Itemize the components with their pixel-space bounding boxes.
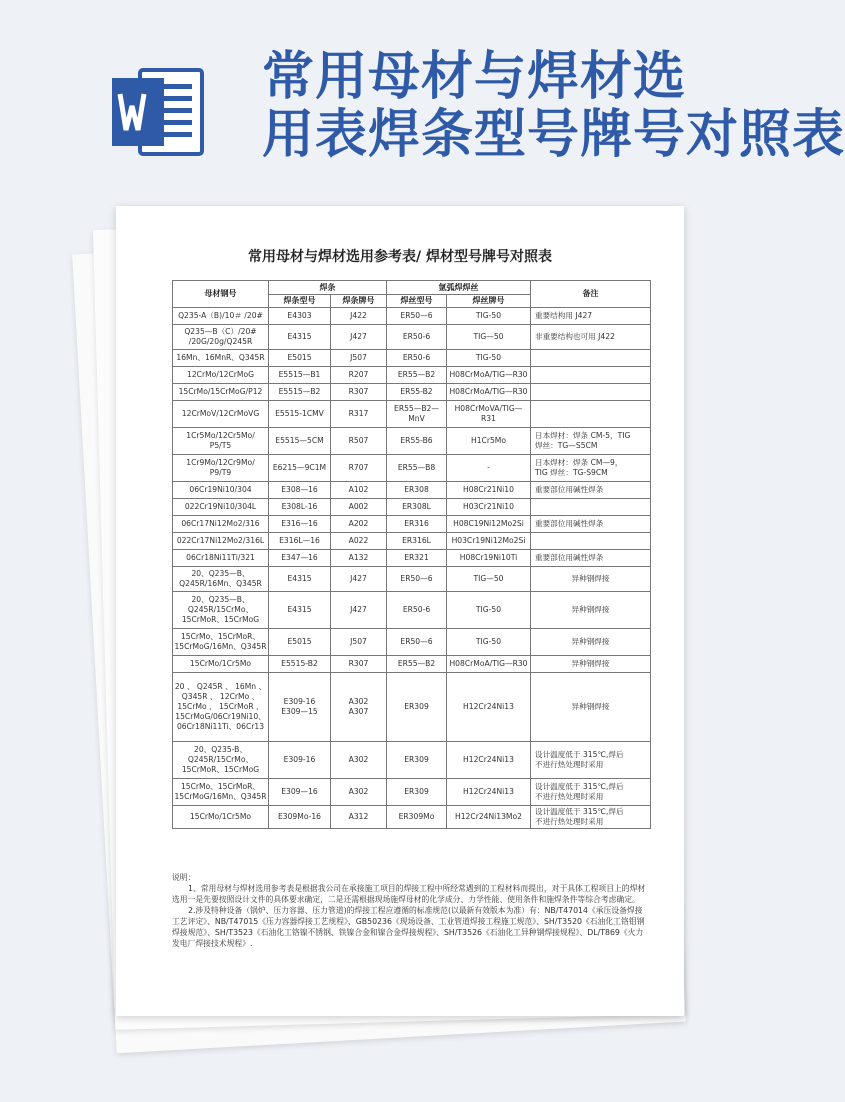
- cell-rod-brand: R507: [331, 428, 387, 455]
- cell-remark: 重要结构用 J427: [531, 308, 651, 325]
- cell-wire-brand: H08CrMoA/TIG—R30: [447, 656, 531, 673]
- cell-base-metal: Q235-A（B)/10＃ /20#: [173, 308, 269, 325]
- cell-base-metal: 20、Q235-B、 Q245R/15CrMo、 15CrMoR、15CrMoG: [173, 742, 269, 779]
- cell-wire-model: ER55—B2— MnV: [387, 401, 447, 428]
- cell-rod-brand: J507: [331, 350, 387, 367]
- cell-wire-model: ER50-6: [387, 325, 447, 350]
- table-row: [173, 673, 651, 742]
- cell-wire-model: ER309: [387, 779, 447, 806]
- cell-rod-model: E309-16 E309—15: [269, 673, 331, 742]
- cell-wire-model: ER309Mo: [387, 806, 447, 829]
- cell-wire-brand: H03Cr19Ni12Mo2Si: [447, 533, 531, 550]
- notes-heading: 说明：: [172, 873, 196, 882]
- cell-base-metal: 20、Q235—B、 Q245R/15CrMo、 15CrMoR、15CrMoG: [173, 592, 269, 629]
- cell-rod-model: E5515-B2: [269, 656, 331, 673]
- cell-rod-brand: R307: [331, 656, 387, 673]
- cell-remark: 设计温度低于 315℃,焊后 不进行热处理时采用: [531, 779, 651, 806]
- cell-rod-brand: J427: [331, 325, 387, 350]
- cell-rod-model: E309—16: [269, 779, 331, 806]
- cell-rod-brand: A022: [331, 533, 387, 550]
- cell-wire-model: ER309: [387, 673, 447, 742]
- cell-wire-brand: H08C19Ni12Mo2Si: [447, 516, 531, 533]
- cell-wire-model: ER309: [387, 742, 447, 779]
- cell-rod-model: E347—16: [269, 550, 331, 567]
- cell-rod-model: E5515-1CMV: [269, 401, 331, 428]
- cell-wire-model: ER50—6: [387, 308, 447, 325]
- cell-remark: 重要部位用碱性焊条: [531, 482, 651, 499]
- cell-rod-brand: R707: [331, 455, 387, 482]
- cell-rod-brand: A302: [331, 742, 387, 779]
- cell-base-metal: 12CrMoV/12CrMoVG: [173, 401, 269, 428]
- cell-wire-brand: H03Cr21Ni10: [447, 499, 531, 516]
- cell-remark: [531, 350, 651, 367]
- cell-remark: [531, 367, 651, 384]
- cell-base-metal: 022Cr19Ni10/304L: [173, 499, 269, 516]
- table-row: [173, 308, 651, 325]
- header-rod-brand: 焊条牌号: [331, 295, 387, 308]
- cell-wire-model: ER55-B6: [387, 428, 447, 455]
- document-title: 常用母材与焊材选用参考表/ 焊材型号牌号对照表: [248, 249, 552, 265]
- banner-title-line-2: 用表焊条型号牌号对照表: [262, 105, 845, 165]
- cell-rod-brand: R307: [331, 384, 387, 401]
- cell-remark: 设计温度低于 315℃,焊后 不进行热处理时采用: [531, 742, 651, 779]
- cell-remark: 异种钢焊接: [531, 656, 651, 673]
- cell-wire-model: ER50-6: [387, 350, 447, 367]
- cell-wire-brand: H12Cr24Ni13: [447, 779, 531, 806]
- cell-wire-model: ER50-6: [387, 592, 447, 629]
- cell-wire-model: ER316L: [387, 533, 447, 550]
- cell-remark: 日本焊材：焊条 CM-5，TIG 焊丝：TG—S5CM: [531, 428, 651, 455]
- cell-wire-model: ER50—6: [387, 567, 447, 592]
- cell-wire-model: ER321: [387, 550, 447, 567]
- document-page: [116, 206, 684, 1016]
- cell-wire-brand: H08CrMoVA/TIG— R31: [447, 401, 531, 428]
- cell-rod-brand: J427: [331, 592, 387, 629]
- cell-rod-brand: R207: [331, 367, 387, 384]
- cell-rod-model: E308—16: [269, 482, 331, 499]
- banner-title: [262, 47, 845, 165]
- cell-rod-model: E6215—9C1M: [269, 455, 331, 482]
- table-row: [173, 499, 651, 516]
- cell-base-metal: 12CrMo/12CrMoG: [173, 367, 269, 384]
- cell-wire-brand: TIG-50: [447, 592, 531, 629]
- cell-rod-brand: A202: [331, 516, 387, 533]
- cell-rod-model: E5015: [269, 629, 331, 656]
- cell-wire-model: ER55—B2: [387, 367, 447, 384]
- cell-wire-model: ER316: [387, 516, 447, 533]
- word-document-icon: [110, 66, 206, 158]
- cell-remark: 设计温度低于 315℃,焊后 不进行热处理时采用: [531, 806, 651, 829]
- cell-base-metal: 022Cr17Ni12Mo2/316L: [173, 533, 269, 550]
- table-row: [173, 401, 651, 428]
- notes-paragraph-1: 1、常用母材与焊材选用参考表是根据我公司在承接施工项目的焊接工程中所经常遇到的工程材料而提出，对于具体工程项目上的焊材选用一是先要按照设计文件的具体要求确定，二是还需根据现场施焊母材的化学成分、力学性能、使用条件和施焊条件等综合考虑确定。: [172, 884, 646, 904]
- table-row: [173, 533, 651, 550]
- cell-rod-brand: J422: [331, 308, 387, 325]
- table-row: [173, 428, 651, 455]
- cell-rod-model: E4303: [269, 308, 331, 325]
- cell-remark: [531, 533, 651, 550]
- cell-wire-brand: H12Cr24Ni13: [447, 742, 531, 779]
- cell-rod-model: E316L—16: [269, 533, 331, 550]
- table-row: [173, 384, 651, 401]
- table-row: [173, 325, 651, 350]
- cell-rod-model: E5515—5CM: [269, 428, 331, 455]
- cell-rod-model: E5515—B2: [269, 384, 331, 401]
- cell-rod-brand: A002: [331, 499, 387, 516]
- banner-title-line-1: 常用母材与焊材选: [262, 47, 687, 107]
- cell-base-metal: 06Cr17Ni12Mo2/316: [173, 516, 269, 533]
- table-row: [173, 779, 651, 806]
- cell-remark: 非重要结构也可用 J422: [531, 325, 651, 350]
- cell-base-metal: 15CrMo、15CrMoR、 15CrMoG/16Mn、Q345R: [173, 629, 269, 656]
- table-row: [173, 656, 651, 673]
- header-remark: 备注: [531, 281, 651, 308]
- header-argon-wire: 氩弧焊焊丝: [387, 281, 531, 295]
- table-row: [173, 742, 651, 779]
- cell-rod-brand: R317: [331, 401, 387, 428]
- cell-wire-brand: H1Cr5Mo: [447, 428, 531, 455]
- table-row: [173, 550, 651, 567]
- cell-rod-brand: A102: [331, 482, 387, 499]
- cell-base-metal: Q235—B（C）/20# /20G/20g/Q245R: [173, 325, 269, 350]
- cell-wire-brand: H12Cr24Ni13Mo2: [447, 806, 531, 829]
- cell-remark: 异种钢焊接: [531, 592, 651, 629]
- cell-wire-model: ER50—6: [387, 629, 447, 656]
- cell-wire-brand: H12Cr24Ni13: [447, 673, 531, 742]
- table-row: [173, 455, 651, 482]
- table-row: [173, 367, 651, 384]
- cell-wire-model: ER55—B8: [387, 455, 447, 482]
- cell-remark: 异种钢焊接: [531, 629, 651, 656]
- cell-wire-brand: -: [447, 455, 531, 482]
- cell-wire-brand: H08CrMoA/TIG—R30: [447, 384, 531, 401]
- cell-remark: [531, 401, 651, 428]
- cell-base-metal: 15CrMo、15CrMoR、 15CrMoG/16Mn、Q345R: [173, 779, 269, 806]
- cell-base-metal: 06Cr19Ni10/304: [173, 482, 269, 499]
- cell-wire-model: ER55-B2: [387, 384, 447, 401]
- cell-base-metal: 16Mn、16MnR、Q345R: [173, 350, 269, 367]
- cell-remark: 重要部位用碱性焊条: [531, 516, 651, 533]
- notes-paragraph-2: 2.涉及特种设备（锅炉、压力容器、压力管道)的焊接工程应遵循的标准规范(以最新有效版本为准）有：NB/T47014《承压设备焊接工艺评定》、NB/T47015《压力容器焊接工艺规程》、GB50236《现场设备、工业管道焊接工程施工规范》、SH/T3520《石油化工铬钼钢焊接规范》、SH/T3523《石油化工铬镍不锈钢、铁镍合金和镍合金焊接规程》、SH/T3526《石油化工异种钢焊接规程》、DL/T869《火力发电厂焊接技术规程》.: [172, 906, 645, 948]
- cell-rod-brand: J427: [331, 567, 387, 592]
- table-row: [173, 592, 651, 629]
- cell-wire-brand: TIG-50: [447, 629, 531, 656]
- cell-wire-brand: H08Cr21Ni10: [447, 482, 531, 499]
- cell-rod-model: E4315: [269, 325, 331, 350]
- cell-rod-brand: A312: [331, 806, 387, 829]
- table-row: [173, 482, 651, 499]
- cell-remark: 重要部位用碱性焊条: [531, 550, 651, 567]
- cell-rod-model: E4315: [269, 592, 331, 629]
- table-row: [173, 629, 651, 656]
- cell-wire-brand: H08Cr19Ni10Ti: [447, 550, 531, 567]
- table-body: [173, 308, 651, 829]
- cell-wire-brand: TIG—50: [447, 567, 531, 592]
- cell-base-metal: 06Cr18Ni11Ti/321: [173, 550, 269, 567]
- cell-rod-model: E4315: [269, 567, 331, 592]
- cell-wire-brand: H08CrMoA/TIG—R30: [447, 367, 531, 384]
- cell-base-metal: 15CrMo/15CrMoG/P12: [173, 384, 269, 401]
- cell-rod-brand: A302: [331, 779, 387, 806]
- cell-wire-model: ER55—B2: [387, 656, 447, 673]
- cell-rod-model: E5515—B1: [269, 367, 331, 384]
- cell-base-metal: 1Cr9Mo/12Cr9Mo/ P9/T9: [173, 455, 269, 482]
- cell-remark: 日本焊材：焊条 CM—9， TIG 焊丝：TG-S9CM: [531, 455, 651, 482]
- header-wire-brand: 焊丝牌号: [447, 295, 531, 308]
- cell-base-metal: 15CrMo/1Cr5Mo: [173, 656, 269, 673]
- notes-section: [172, 872, 650, 949]
- table-row: [173, 350, 651, 367]
- table-row: [173, 567, 651, 592]
- cell-remark: [531, 499, 651, 516]
- cell-rod-model: E316—16: [269, 516, 331, 533]
- header-base-metal: 母材钢号: [173, 281, 269, 308]
- cell-rod-model: E308L-16: [269, 499, 331, 516]
- cell-wire-brand: TIG-50: [447, 308, 531, 325]
- header-welding-rod: 焊条: [269, 281, 387, 295]
- cell-remark: 异种钢焊接: [531, 567, 651, 592]
- cell-base-metal: 20 、 Q245R 、 16Mn 、 Q345R 、 12CrMo 、 15CrMo 、 15CrMoR 、 15CrMoG/06Cr19Ni10、 06Cr18Ni11Ti、06Cr13: [173, 673, 269, 742]
- cell-rod-model: E5015: [269, 350, 331, 367]
- cell-remark: 异种钢焊接: [531, 673, 651, 742]
- cell-rod-brand: J507: [331, 629, 387, 656]
- cell-rod-model: E309Mo-16: [269, 806, 331, 829]
- header-rod-model: 焊条型号: [269, 295, 331, 308]
- cell-rod-brand: A132: [331, 550, 387, 567]
- cell-wire-brand: TIG-50: [447, 350, 531, 367]
- table-row: [173, 516, 651, 533]
- cell-wire-brand: TIG—50: [447, 325, 531, 350]
- header-wire-model: 焊丝型号: [387, 295, 447, 308]
- cell-remark: [531, 384, 651, 401]
- cell-base-metal: 1Cr5Mo/12Cr5Mo/ P5/T5: [173, 428, 269, 455]
- welding-material-table: [172, 280, 651, 829]
- cell-base-metal: 15CrMo/1Cr5Mo: [173, 806, 269, 829]
- cell-wire-model: ER308L: [387, 499, 447, 516]
- cell-rod-brand: A302 A307: [331, 673, 387, 742]
- table-row: [173, 806, 651, 829]
- cell-rod-model: E309-16: [269, 742, 331, 779]
- cell-wire-model: ER308: [387, 482, 447, 499]
- cell-base-metal: 20、Q235—B、 Q245R/16Mn、Q345R: [173, 567, 269, 592]
